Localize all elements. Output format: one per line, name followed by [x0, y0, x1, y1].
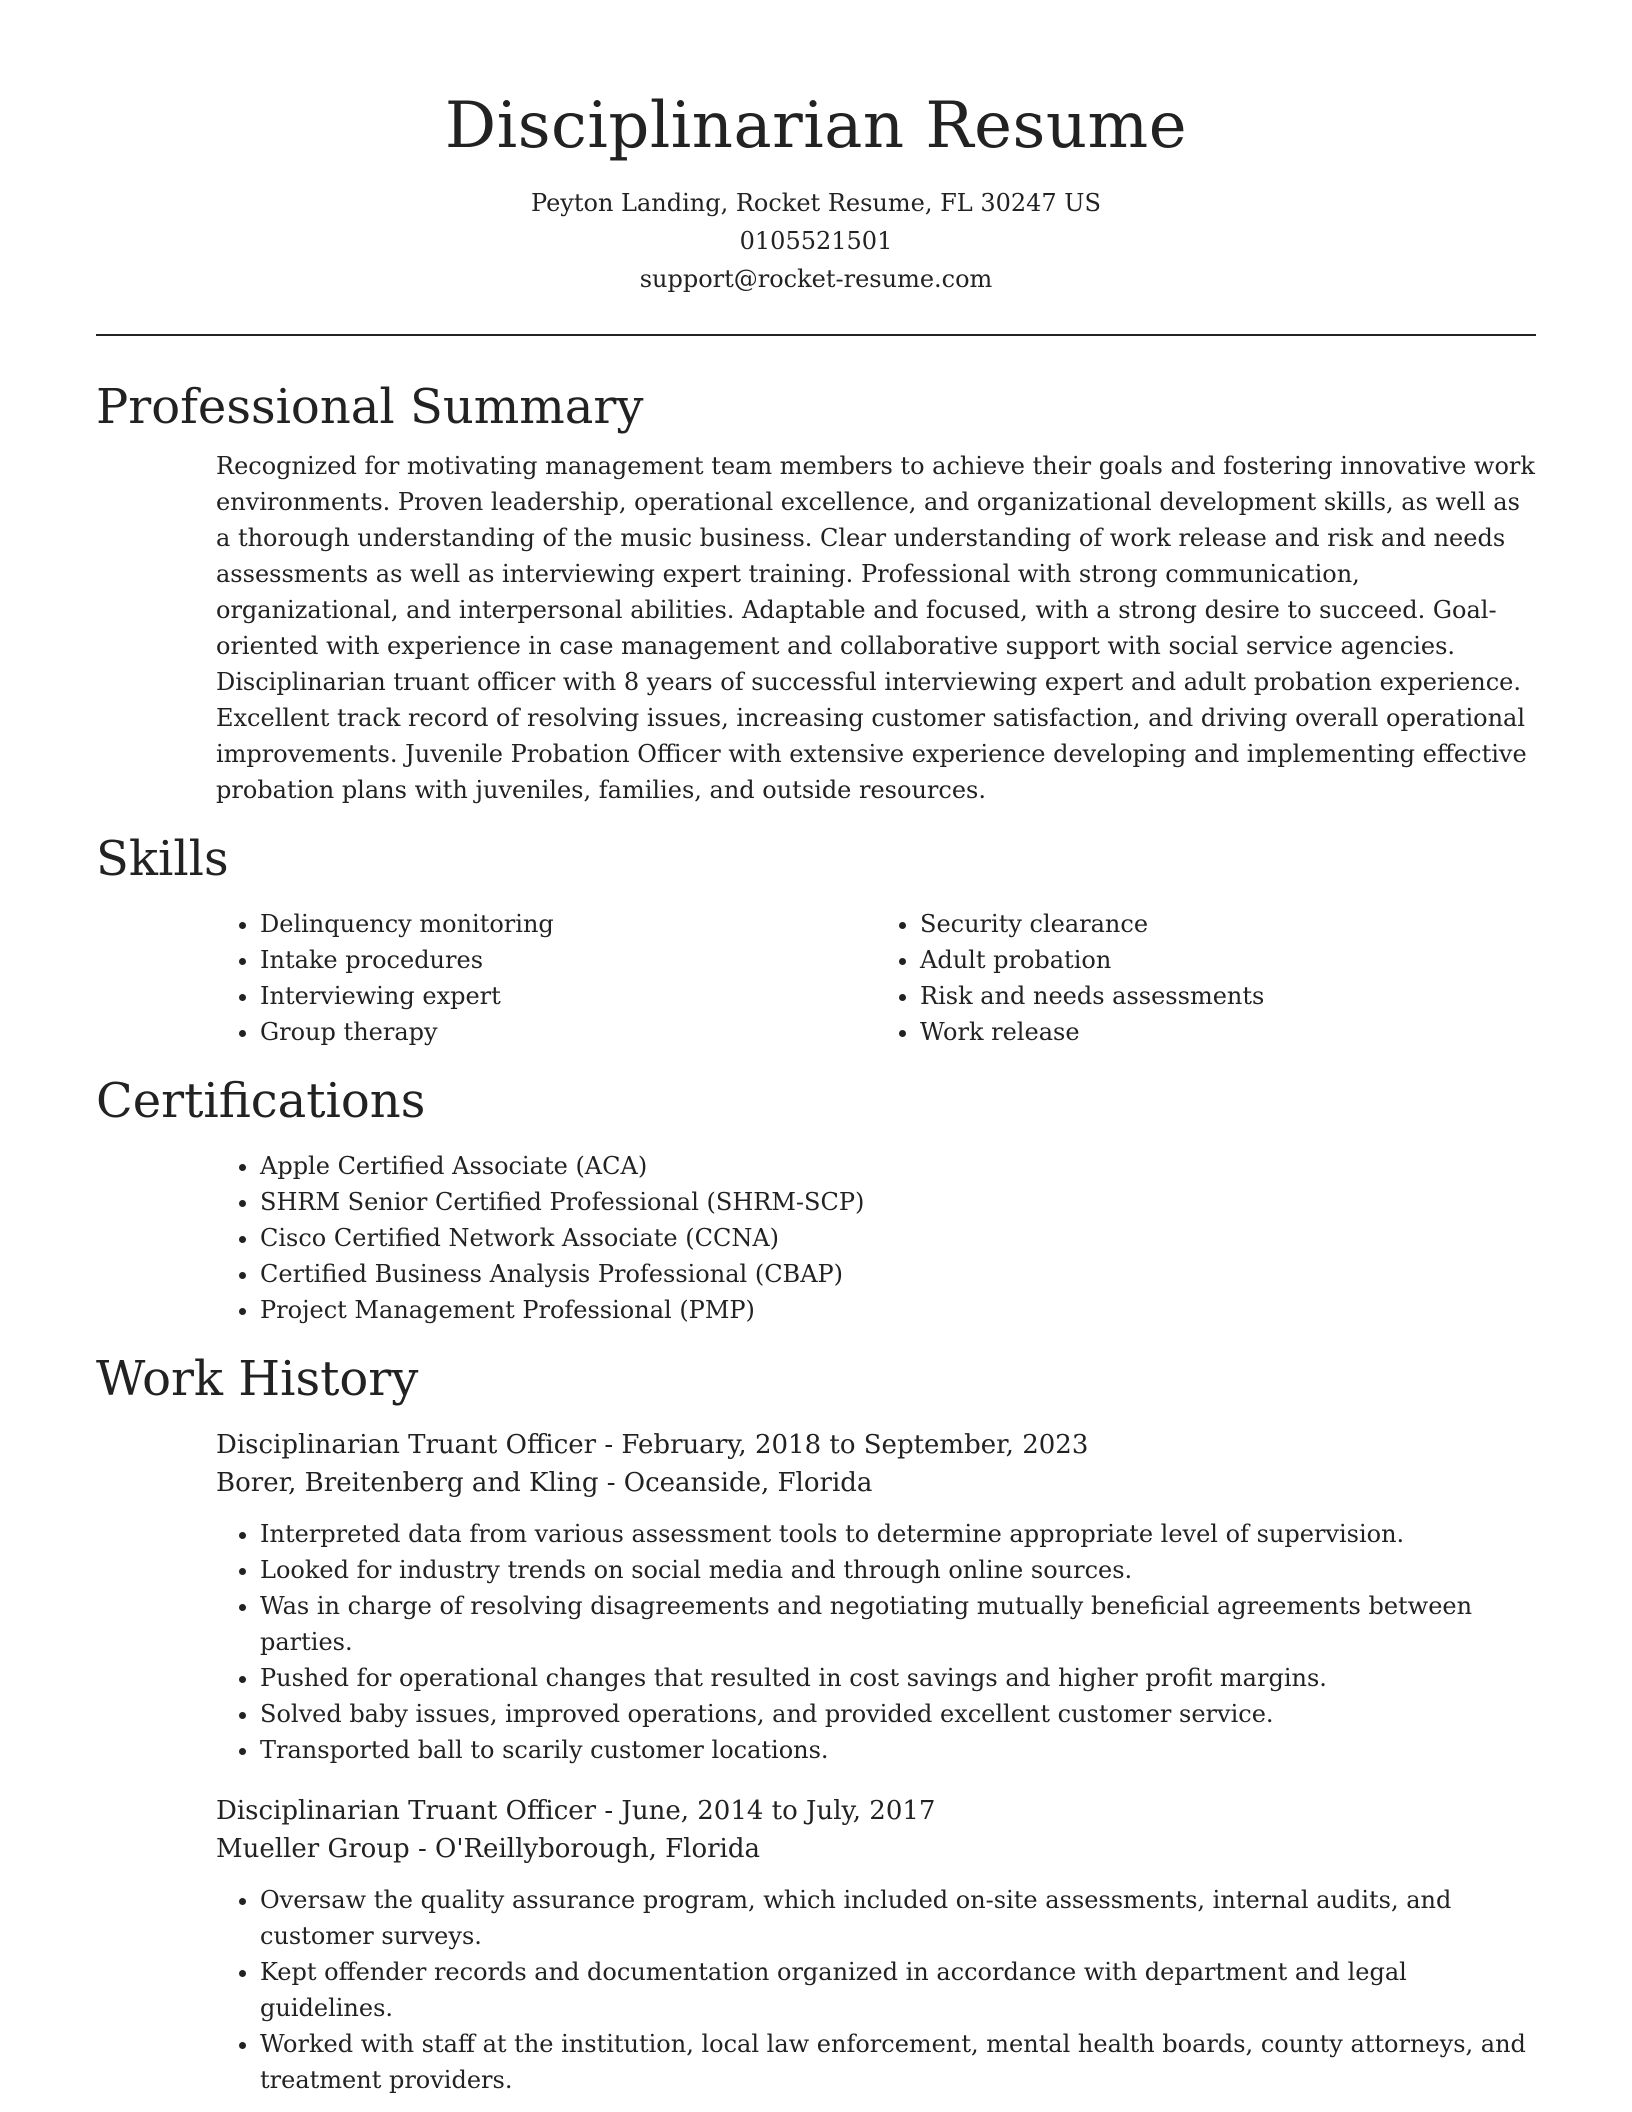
certification-item: • Project Management Professional (PMP)	[260, 1292, 1536, 1328]
job-bullets	[216, 1882, 1536, 2098]
job-company-line: Borer, Breitenberg and Kling - Oceanside, Florida	[216, 1468, 873, 1498]
contact-phone: 0105521501	[739, 227, 893, 255]
skill-item: • Adult probation	[920, 942, 1536, 978]
skill-item: • Risk and needs assessments	[920, 978, 1536, 1014]
job-role-line: Disciplinarian Truant Officer - February, 2018 to September, 2023	[216, 1430, 1089, 1460]
skills-heading: Skills	[96, 831, 229, 887]
job-bullet: • Kept offender records and documentation organized in accordance with department and legal guidelines.	[260, 1954, 1536, 2026]
skill-item: • Delinquency monitoring	[260, 906, 876, 942]
skill-item: • Group therapy	[260, 1014, 876, 1050]
job-bullet: • Pushed for operational changes that resulted in cost savings and higher profit margins.	[260, 1660, 1536, 1696]
certification-item: • SHRM Senior Certified Professional (SHRM-SCP)	[260, 1184, 1536, 1220]
resume-title: Disciplinarian Resume	[444, 89, 1188, 163]
skills-list-right	[876, 906, 1536, 1050]
job-bullet: • Worked with staff at the institution, local law enforcement, mental health boards, county attorneys, and treatment providers.	[260, 2026, 1536, 2098]
contact-address: Peyton Landing, Rocket Resume, FL 30247 US	[531, 189, 1101, 217]
job-bullet: • Was in charge of resolving disagreements and negotiating mutually beneficial agreements between parties.	[260, 1588, 1536, 1660]
job-bullet: • Looked for industry trends on social media and through online sources.	[260, 1552, 1536, 1588]
skills-list-left	[216, 906, 876, 1050]
skill-item: • Interviewing expert	[260, 978, 876, 1014]
job-bullet: • Interpreted data from various assessment tools to determine appropriate level of supervision.	[260, 1516, 1536, 1552]
skills-section	[96, 906, 1536, 1050]
contact-email: support@rocket-resume.com	[639, 265, 993, 293]
work-history-heading: Work History	[96, 1351, 419, 1407]
certification-item: • Cisco Certified Network Associate (CCNA)	[260, 1220, 1536, 1256]
job-entry	[216, 1792, 1536, 2098]
resume-header	[96, 0, 1536, 298]
job-role-line: Disciplinarian Truant Officer - June, 2014 to July, 2017	[216, 1796, 936, 1826]
job-bullet: • Solved baby issues, improved operations, and provided excellent customer service.	[260, 1696, 1536, 1732]
certifications-list	[216, 1148, 1536, 1328]
job-company-line: Mueller Group - O'Reillyborough, Florida	[216, 1834, 761, 1864]
certifications-section	[96, 1148, 1536, 1328]
job-bullets	[216, 1516, 1536, 1768]
job-bullet: • Oversaw the quality assurance program, which included on-site assessments, internal audits, and customer surveys.	[260, 1882, 1536, 1954]
certification-item: • Apple Certified Associate (ACA)	[260, 1148, 1536, 1184]
summary-heading: Professional Summary	[96, 379, 644, 435]
skill-item: • Security clearance	[920, 906, 1536, 942]
work-history-section	[96, 1426, 1536, 2098]
job-bullet: • Transported ball to scarily customer locations.	[260, 1732, 1536, 1768]
certification-item: • Certified Business Analysis Professional (CBAP)	[260, 1256, 1536, 1292]
skills-columns	[216, 906, 1536, 1050]
header-divider	[96, 334, 1536, 336]
skill-item: • Work release	[920, 1014, 1536, 1050]
job-entry	[216, 1426, 1536, 1768]
skill-item: • Intake procedures	[260, 942, 876, 978]
summary-section	[96, 448, 1536, 808]
summary-text: Recognized for motivating management team members to achieve their goals and fostering innovative work environments. Proven leadership, operational excellence, and organizational development skills, as well as a thorough understanding of the music business. Clear understanding of work release and risk and needs assessments as well as interviewing expert training. Professional with strong communication, organizational, and interpersonal abilities. Adaptable and focused, with a strong desire to succeed. Goal-oriented with experience in case management and collaborative support with social service agencies. Disciplinarian truant officer with 8 years of successful interviewing expert and adult probation experience. Excellent track record of resolving issues, increasing customer satisfaction, and driving overall operational improvements. Juvenile Probation Officer with extensive experience developing and implementing effective probation plans with juveniles, families, and outside resources.	[216, 452, 1535, 804]
certifications-heading: Certifications	[96, 1073, 426, 1129]
